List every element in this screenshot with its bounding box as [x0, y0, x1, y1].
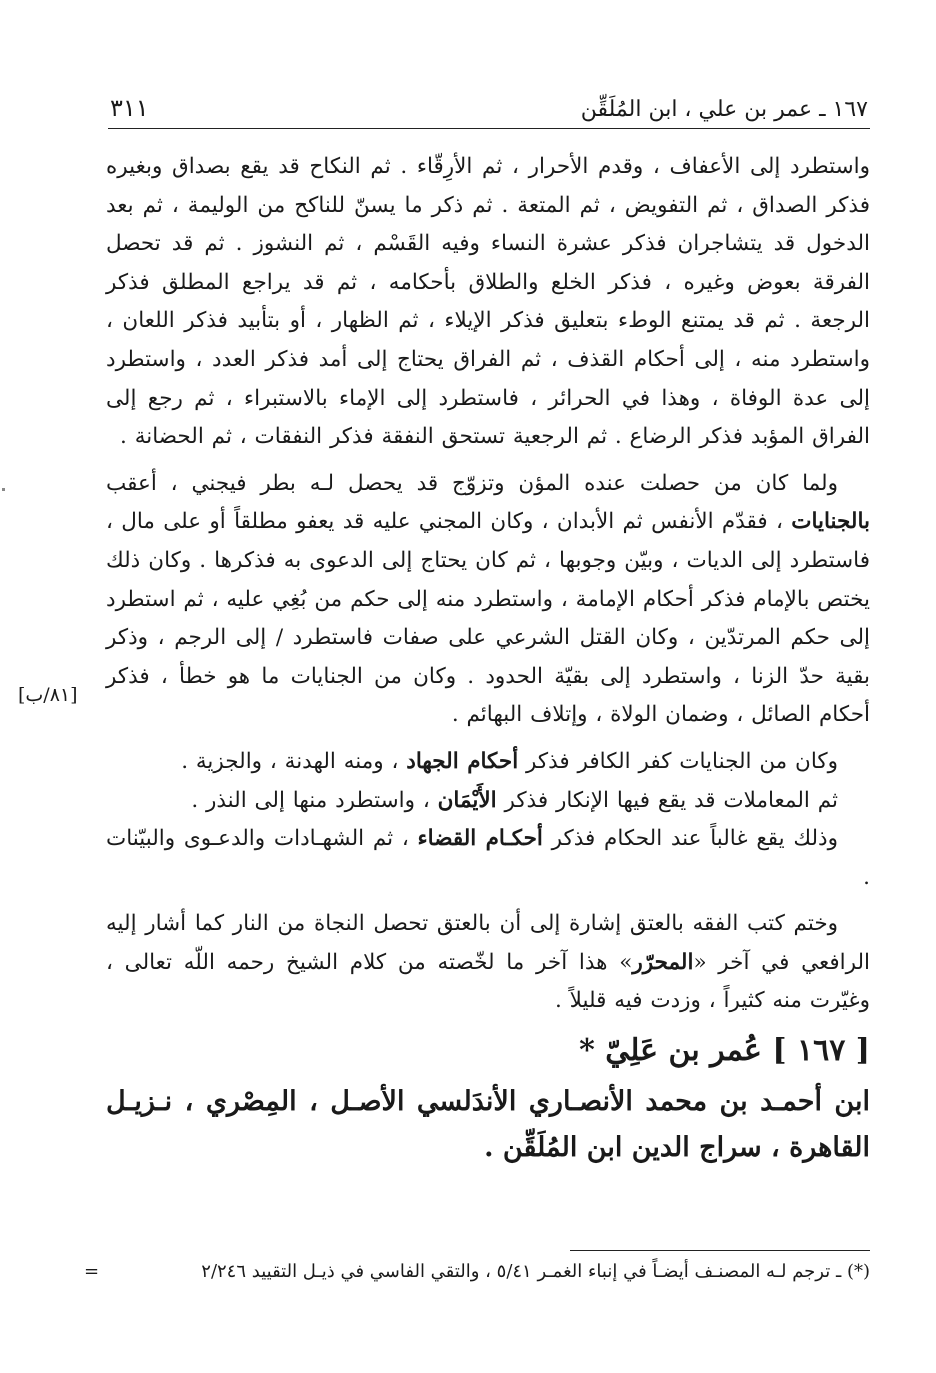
paragraph-5-heading: أحكـام القضاء — [417, 826, 543, 852]
footnote-continuation-mark: = — [84, 1261, 100, 1282]
footnote — [80, 1257, 870, 1287]
header-rule — [108, 128, 870, 129]
paragraph-4-rest: ، واستطرد منها إلى النذر . — [191, 787, 438, 813]
paragraph-5-rest: ، ثم الشهـادات والدعـوى والبيّنات . — [106, 826, 870, 890]
paragraph-6-book-title: المحرّر — [632, 949, 694, 975]
paragraph-5 — [106, 820, 870, 897]
page-number: ٣١١ — [110, 94, 149, 122]
header-title: ١٦٧ ـ عمر بن علي ، ابن المُلَقِّن — [580, 97, 868, 122]
footnote-text: (*) ـ ترجم لـه المصنـف أيضـاً في إنباء الغمـر ٥/٤١ ، والتقي الفاسي في ذيـل التقييد ٢/٢٤٦ — [201, 1261, 870, 1282]
manuscript-folio-marker: [٨١/ب] — [18, 684, 78, 706]
paragraph-6-rest: » هذا آخر ما لخّصته من كلام الشيخ رحمه اللّه تعالى ، وغيّرت منه كثيراً ، وزدت فيه قليلاً . — [106, 949, 870, 1014]
paragraph-3-heading: أحكام الجهاد — [406, 748, 519, 774]
biography-entry-title: [ ١٦٧ ] عُمر بن عَلِيّ * — [579, 1033, 870, 1069]
paragraph-3 — [106, 743, 870, 782]
paragraph-3-lead: وكان من الجنايات كفر الكافر فذكر — [518, 748, 838, 774]
paragraph-5-lead: وذلك يقع غالباً عند الحكام فذكر — [542, 826, 838, 852]
paragraph-6-lead: وختم كتب الفقه بالعتق إشارة إلى أن بالعتق تحصل النجاة من النار كما أشار إليه الرافعي في آخر « — [106, 911, 870, 975]
margin-dot — [2, 488, 5, 491]
paragraph-4-lead: ثم المعاملات قد يقع فيها الإنكار فذكر — [496, 787, 838, 813]
paragraph-2-lead: ولما كان من حصلت عنده المؤن وتزوّج قد يحصل لـه بطر فيجني ، أعقب — [106, 470, 838, 496]
footnote-rule — [570, 1250, 870, 1251]
paragraph-2-rest: ، فقدّم الأنفس ثم الأبدان ، وكان المجني عليه قد يعفو مطلقاً أو على مال ، فاستطرد إلى الديات ، وبيّن وجوبها ، ثم كان يحتاج إلى الدعوى به فذكرها . وكان ذلك يختص بالإمام فذكر أحكام الإمامة ، واستطرد منه إلى حكم من بُغِي عليه ، ثم استطرد إلى حكم المرتدّين ، وكان القتل الشرعي على صفات فاستطرد / إلى الرجم ، وذكر بقية حدّ الزنا ، واستطرد إلى بقيّة الحدود . وكان من الجنايات ما هو خطأ ، فذكر أحكام الصائل ، وضمان الولاة ، وإتلاف البهائم . — [106, 509, 870, 728]
running-header — [110, 82, 868, 122]
paragraph-3-rest: ، ومنه الهدنة ، والجزية . — [181, 748, 407, 774]
paragraph-2 — [106, 465, 870, 735]
paragraph-1: واستطرد إلى الأعفاف ، وقدم الأحرار ، ثم الأرِقّاء . ثم النكاح قد يقع بصداق وبغيره فذكر الصداق ، ثم التفويض ، ثم المتعة . ثم ذكر ما يسنّ للناكح من الوليمة ، ثم بعد الدخول قد يتشاجران فذكر عشرة النساء وفيه القَسْم ، ثم النشوز . ثم قد تحصل الفرقة بعوض وغيره ، فذكر الخلع والطلاق بأحكامه ، ثم قد يراجع المطلق فذكر الرجعة . ثم قد يمتنع الوطء بتعليق فذكر الإيلاء ، ثم الظهار ، أو بتأبيد فذكر اللعان ، واستطرد منه ، إلى أحكام القذف ، ثم الفراق يحتاج إلى أمد فذكر العدد ، واستطرد إلى عدة الوفاة ، وهذا في الحرائر ، فاستطرد إلى الإماء بالاستبراء ، ثم رجع إلى الفراق المؤبد فذكر الرضاع . ثم الرجعية تستحق النفقة فذكر النفقات ، ثم الحضانة . — [106, 154, 870, 450]
paragraph-4 — [106, 782, 870, 821]
paragraph-6 — [106, 905, 870, 1021]
paragraph-4-heading: الأَيْمَان — [437, 787, 497, 813]
paragraph-2-heading: بالجنايات — [791, 509, 870, 535]
main-text — [106, 148, 870, 1171]
biography-lineage: ابن أحمـد بن محمد الأنصـاري الأندَلسي الأصـل ، المِصْري ، نـزيـل القاهرة ، سراج الدين ابن المُلَقِّن . — [106, 1086, 870, 1164]
